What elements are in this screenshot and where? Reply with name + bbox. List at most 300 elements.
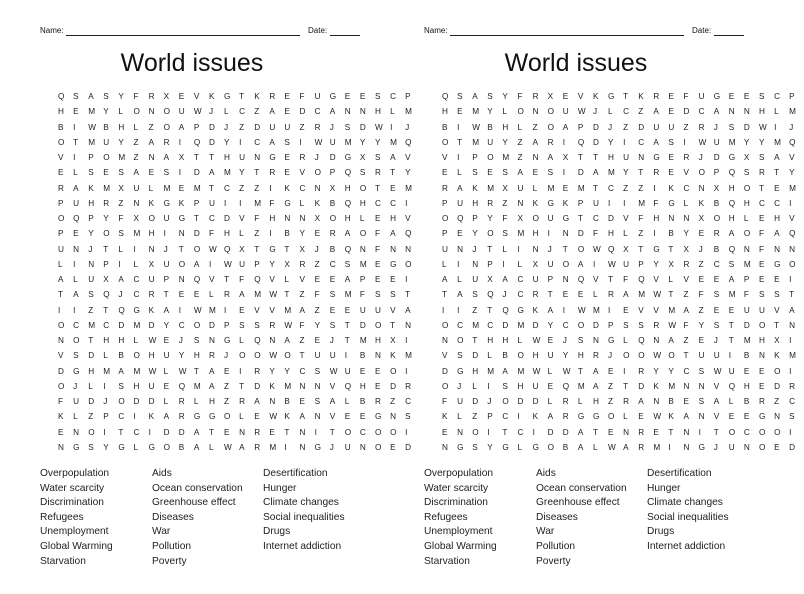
grid-letter: D — [208, 320, 215, 330]
grid-letter: Z — [254, 183, 260, 193]
grid-letter: X — [103, 275, 109, 284]
grid-letter: T — [208, 183, 214, 193]
grid-letter: T — [193, 214, 199, 223]
grid-letter: U — [442, 244, 448, 254]
word-item: Starvation — [40, 555, 86, 567]
grid-letter: K — [269, 381, 275, 391]
grid-letter: T — [390, 168, 396, 178]
grid-letter: U — [329, 351, 336, 361]
grid-letter: I — [178, 168, 182, 178]
grid-letter: L — [239, 336, 244, 345]
grid-letter: N — [442, 336, 448, 345]
grid-letter: M — [517, 366, 525, 376]
grid-letter: E — [390, 275, 396, 284]
grid-letter: Z — [517, 153, 523, 162]
grid-letter: D — [638, 381, 645, 391]
grid-letter: J — [502, 290, 507, 300]
grid-letter: R — [58, 183, 64, 193]
grid-letter: F — [314, 290, 320, 300]
grid-letter: J — [118, 290, 123, 300]
grid-letter: U — [178, 107, 185, 117]
grid-letter: A — [239, 442, 245, 452]
grid-letter: E — [713, 305, 720, 315]
grid-letter: A — [163, 153, 170, 162]
grid-letter: Y — [487, 214, 493, 223]
grid-letter: L — [118, 244, 123, 254]
word-item: Greenhouse effect — [152, 497, 236, 509]
grid-letter: G — [133, 305, 140, 315]
grid-letter: J — [698, 244, 703, 254]
grid-letter: S — [88, 442, 94, 452]
grid-letter: R — [299, 259, 306, 269]
grid-letter: D — [163, 427, 170, 437]
grid-letter: J — [224, 122, 229, 132]
grid-letter: A — [638, 397, 644, 406]
grid-row — [58, 181, 420, 196]
grid-letter: C — [683, 366, 690, 376]
grid-letter: N — [743, 244, 750, 254]
name-line — [450, 35, 684, 36]
grid-letter: E — [668, 107, 674, 117]
grid-row — [442, 333, 804, 348]
grid-letter: I — [728, 351, 732, 361]
grid-letter: U — [532, 381, 539, 391]
grid-letter: M — [487, 183, 495, 193]
grid-letter: Q — [193, 137, 201, 147]
grid-letter: N — [299, 442, 306, 452]
grid-letter: R — [623, 397, 630, 406]
grid-letter: S — [163, 168, 170, 178]
grid-letter: E — [224, 427, 230, 437]
grid-letter: B — [668, 397, 674, 406]
grid-letter: T — [728, 320, 734, 330]
grid-letter: N — [758, 351, 765, 361]
grid-letter: M — [743, 259, 751, 269]
grid-letter: T — [284, 244, 290, 254]
grid-letter: I — [148, 427, 151, 437]
grid-letter: L — [208, 290, 214, 300]
grid-letter: U — [517, 183, 524, 193]
grid-letter: E — [193, 290, 200, 300]
grid-letter: C — [103, 320, 110, 330]
grid-letter: U — [284, 122, 291, 132]
grid-letter: Y — [758, 137, 765, 147]
grid-letter: L — [224, 107, 229, 117]
grid-letter: A — [577, 442, 584, 452]
grid-letter: T — [442, 290, 448, 300]
grid-letter: E — [698, 275, 705, 284]
grid-row — [442, 440, 804, 455]
grid-letter: D — [608, 214, 614, 223]
grid-letter: G — [547, 198, 555, 208]
grid-letter: C — [713, 259, 720, 269]
grid-letter: O — [758, 427, 766, 437]
grid-letter: M — [133, 366, 141, 376]
grid-letter: D — [502, 320, 509, 330]
grid-letter: L — [133, 122, 139, 132]
grid-letter: V — [390, 305, 396, 315]
grid-letter: Q — [103, 290, 110, 300]
grid-letter: H — [774, 214, 780, 223]
grid-letter: M — [193, 183, 201, 193]
grid-letter: Y — [359, 137, 366, 147]
grid-letter: G — [592, 412, 600, 422]
grid-letter: M — [789, 351, 796, 361]
grid-letter: N — [374, 351, 381, 361]
grid-letter: N — [314, 381, 321, 391]
grid-letter: N — [457, 244, 464, 254]
grid-letter: D — [517, 397, 524, 406]
grid-letter: C — [623, 107, 630, 117]
grid-letter: O — [239, 351, 246, 361]
grid-letter: D — [743, 122, 750, 132]
grid-letter: U — [163, 214, 170, 223]
grid-letter: W — [668, 320, 677, 330]
grid-letter: E — [713, 275, 720, 284]
grid-letter: Q — [728, 168, 736, 178]
grid-letter: D — [442, 366, 448, 376]
grid-letter: S — [239, 320, 245, 330]
grid-letter: P — [472, 214, 478, 223]
grid-letter: H — [442, 107, 448, 117]
grid-letter: E — [758, 259, 765, 269]
grid-letter: E — [653, 427, 659, 437]
grid-letter: I — [547, 229, 550, 239]
grid-letter: I — [592, 259, 596, 269]
grid-letter: E — [224, 366, 230, 376]
grid-letter: D — [472, 351, 479, 361]
grid-letter: O — [442, 214, 449, 223]
grid-letter: T — [592, 153, 598, 162]
grid-letter: D — [592, 320, 599, 330]
grid-letter: O — [178, 259, 186, 269]
grid-row — [442, 318, 804, 333]
grid-letter: V — [58, 351, 64, 361]
grid-letter: J — [73, 381, 78, 391]
grid-letter: F — [758, 229, 764, 239]
grid-letter: T — [562, 244, 568, 254]
grid-letter: X — [562, 153, 569, 162]
grid-letter: T — [224, 275, 230, 284]
grid-letter: X — [713, 183, 720, 193]
grid-letter: L — [502, 107, 507, 117]
grid-letter: N — [359, 442, 366, 452]
grid-letter: R — [374, 168, 381, 178]
grid-row — [442, 181, 804, 196]
grid-letter: L — [133, 259, 139, 269]
grid-letter: A — [547, 305, 554, 315]
grid-letter: E — [73, 107, 79, 117]
grid-letter: A — [239, 290, 245, 300]
grid-letter: T — [103, 305, 109, 315]
grid-letter: U — [58, 244, 64, 254]
grid-letter: T — [592, 427, 598, 437]
grid-letter: C — [758, 198, 765, 208]
grid-letter: M — [284, 305, 292, 315]
grid-letter: O — [442, 381, 449, 391]
grid-letter: G — [713, 92, 721, 101]
grid-letter: Y — [608, 137, 614, 147]
grid-letter: D — [193, 168, 200, 178]
grid-letter: C — [374, 198, 381, 208]
grid-letter: C — [359, 427, 366, 437]
grid-letter: D — [789, 442, 796, 452]
grid-letter: W — [608, 442, 616, 452]
word-item: Hunger — [647, 482, 681, 494]
grid-letter: D — [577, 229, 584, 239]
grid-letter: L — [728, 397, 734, 406]
grid-letter: V — [683, 275, 689, 284]
grid-letter: O — [193, 244, 201, 254]
grid-letter: F — [374, 244, 380, 254]
grid-letter: A — [774, 153, 780, 162]
grid-letter: K — [532, 198, 539, 208]
grid-letter: I — [653, 229, 656, 239]
grid-letter: H — [653, 214, 660, 223]
grid-letter: Y — [178, 351, 185, 361]
grid-letter: Q — [728, 244, 736, 254]
grid-letter: P — [193, 122, 200, 132]
grid-letter: R — [254, 442, 261, 452]
grid-letter: K — [532, 305, 539, 315]
grid-letter: O — [532, 214, 539, 223]
grid-letter: J — [178, 336, 183, 345]
grid-row — [442, 409, 804, 424]
grid-letter: E — [178, 92, 185, 101]
grid-letter: U — [239, 153, 246, 162]
grid-letter: B — [668, 229, 674, 239]
grid-letter: I — [517, 244, 520, 254]
grid-letter: V — [299, 275, 305, 284]
grid-letter: P — [547, 275, 554, 284]
grid-letter: P — [359, 275, 366, 284]
grid-letter: R — [163, 137, 170, 147]
grid-letter: T — [683, 351, 689, 361]
grid-letter: A — [532, 137, 539, 147]
grid-letter: X — [133, 214, 139, 223]
grid-letter: M — [390, 137, 397, 147]
grid-letter: F — [299, 92, 305, 101]
grid-letter: O — [698, 168, 705, 178]
grid-letter: N — [133, 198, 140, 208]
grid-letter: W — [148, 366, 157, 376]
grid-letter: S — [623, 320, 629, 330]
word-item: Desertification — [647, 468, 712, 479]
grid-letter: S — [457, 351, 463, 361]
grid-letter: Y — [118, 137, 124, 147]
grid-letter: X — [118, 183, 124, 193]
grid-letter: E — [728, 92, 735, 101]
grid-letter: I — [487, 381, 490, 391]
grid-letter: L — [73, 275, 78, 284]
grid-letter: R — [758, 168, 765, 178]
grid-letter: R — [329, 229, 336, 239]
grid-letter: R — [532, 290, 539, 300]
grid-letter: U — [653, 122, 660, 132]
grid-letter: M — [577, 381, 585, 391]
grid-letter: S — [329, 320, 336, 330]
grid-letter: Z — [472, 305, 478, 315]
grid-letter: N — [269, 336, 276, 345]
grid-letter: U — [73, 397, 80, 406]
grid-letter: A — [653, 107, 659, 117]
grid-row — [442, 272, 804, 287]
grid-letter: F — [208, 229, 214, 239]
grid-letter: M — [163, 183, 171, 193]
grid-letter: A — [577, 427, 584, 437]
grid-letter: T — [487, 305, 493, 315]
grid-letter: K — [774, 351, 780, 361]
grid-letter: W — [698, 137, 707, 147]
grid-letter: D — [224, 214, 230, 223]
grid-letter: J — [472, 244, 477, 254]
grid-letter: I — [133, 412, 136, 422]
grid-letter: P — [487, 259, 493, 269]
grid-letter: N — [299, 214, 306, 223]
grid-letter: E — [758, 381, 765, 391]
grid-letter: N — [653, 397, 660, 406]
grid-letter: J — [224, 351, 229, 361]
grid-letter: Y — [547, 320, 554, 330]
grid-letter: C — [774, 198, 780, 208]
grid-letter: I — [789, 366, 792, 376]
grid-letter: G — [73, 366, 80, 376]
grid-letter: P — [442, 229, 448, 239]
grid-letter: Y — [314, 320, 321, 330]
grid-row — [58, 333, 420, 348]
grid-letter: L — [592, 442, 598, 452]
grid-letter: P — [58, 198, 64, 208]
grid-letter: A — [163, 412, 170, 422]
grid-letter: G — [224, 336, 231, 345]
grid-letter: H — [193, 351, 200, 361]
grid-letter: R — [562, 412, 569, 422]
grid-letter: S — [728, 259, 735, 269]
grid-letter: Q — [457, 214, 464, 223]
grid-letter: E — [359, 412, 366, 422]
grid-row — [58, 394, 420, 409]
grid-letter: O — [254, 351, 261, 361]
grid-letter: N — [789, 320, 796, 330]
grid-letter: P — [472, 153, 478, 162]
grid-letter: K — [148, 305, 155, 315]
grid-letter: N — [88, 259, 95, 269]
grid-letter: S — [254, 320, 260, 330]
grid-letter: Z — [239, 122, 245, 132]
grid-letter: N — [359, 107, 366, 117]
grid-letter: R — [562, 397, 569, 406]
grid-letter: G — [329, 92, 337, 101]
grid-letter: U — [623, 259, 630, 269]
grid-letter: T — [668, 244, 674, 254]
grid-letter: A — [592, 366, 599, 376]
grid-letter: D — [148, 397, 155, 406]
grid-letter: H — [88, 366, 95, 376]
grid-letter: H — [390, 214, 396, 223]
grid-letter: F — [374, 229, 380, 239]
grid-letter: T — [254, 244, 260, 254]
grid-letter: S — [638, 320, 644, 330]
grid-letter: U — [344, 366, 351, 376]
grid-letter: D — [405, 442, 412, 452]
grid-letter: S — [502, 229, 508, 239]
grid-letter: A — [502, 275, 508, 284]
grid-letter: N — [638, 153, 645, 162]
grid-letter: M — [728, 290, 736, 300]
grid-letter: N — [73, 427, 80, 437]
grid-letter: R — [713, 229, 720, 239]
grid-letter: U — [457, 397, 464, 406]
grid-letter: E — [442, 427, 448, 437]
grid-letter: N — [442, 442, 448, 452]
grid-letter: G — [457, 366, 464, 376]
grid-letter: O — [163, 107, 171, 117]
grid-letter: M — [103, 366, 111, 376]
grid-letter: L — [73, 168, 78, 178]
grid-letter: M — [344, 290, 352, 300]
grid-letter: S — [698, 397, 705, 406]
grid-letter: Z — [88, 305, 94, 315]
grid-letter: E — [178, 183, 185, 193]
grid-letter: M — [284, 381, 292, 391]
grid-letter: N — [698, 381, 705, 391]
grid-letter: O — [743, 183, 751, 193]
grid-letter: A — [592, 168, 599, 178]
grid-letter: L — [743, 214, 749, 223]
grid-letter: T — [592, 183, 598, 193]
grid-letter: J — [608, 351, 613, 361]
grid-letter: N — [405, 320, 412, 330]
grid-letter: V — [592, 275, 599, 284]
grid-letter: M — [487, 366, 495, 376]
grid-letter: H — [758, 107, 765, 117]
grid-letter: L — [118, 107, 123, 117]
grid-letter: R — [148, 290, 155, 300]
grid-letter: E — [758, 366, 765, 376]
grid-letter: J — [163, 244, 168, 254]
grid-letter: H — [359, 198, 366, 208]
grid-letter: Y — [103, 214, 109, 223]
grid-letter: T — [713, 427, 719, 437]
grid-letter: I — [653, 183, 656, 193]
grid-letter: A — [653, 137, 659, 147]
grid-letter: C — [390, 198, 396, 208]
word-item: War — [152, 526, 171, 538]
grid-letter: T — [487, 244, 493, 254]
grid-letter: S — [344, 122, 351, 132]
grid-letter: S — [668, 137, 674, 147]
grid-letter: S — [73, 92, 79, 101]
grid-row — [442, 348, 804, 363]
grid-letter: L — [547, 366, 553, 376]
grid-letter: Q — [73, 214, 80, 223]
grid-letter: A — [547, 412, 554, 422]
grid-letter: M — [517, 320, 525, 330]
grid-letter: L — [517, 442, 523, 452]
grid-letter: B — [487, 122, 493, 132]
grid-letter: B — [743, 397, 750, 406]
grid-letter: O — [193, 320, 201, 330]
grid-letter: T — [577, 366, 583, 376]
grid-row — [58, 150, 420, 165]
grid-letter: D — [254, 122, 261, 132]
grid-letter: Z — [608, 397, 614, 406]
grid-letter: A — [502, 366, 508, 376]
grid-letter: O — [547, 122, 555, 132]
grid-letter: A — [457, 183, 463, 193]
grid-letter: T — [284, 427, 290, 437]
grid-letter: Z — [683, 122, 689, 132]
